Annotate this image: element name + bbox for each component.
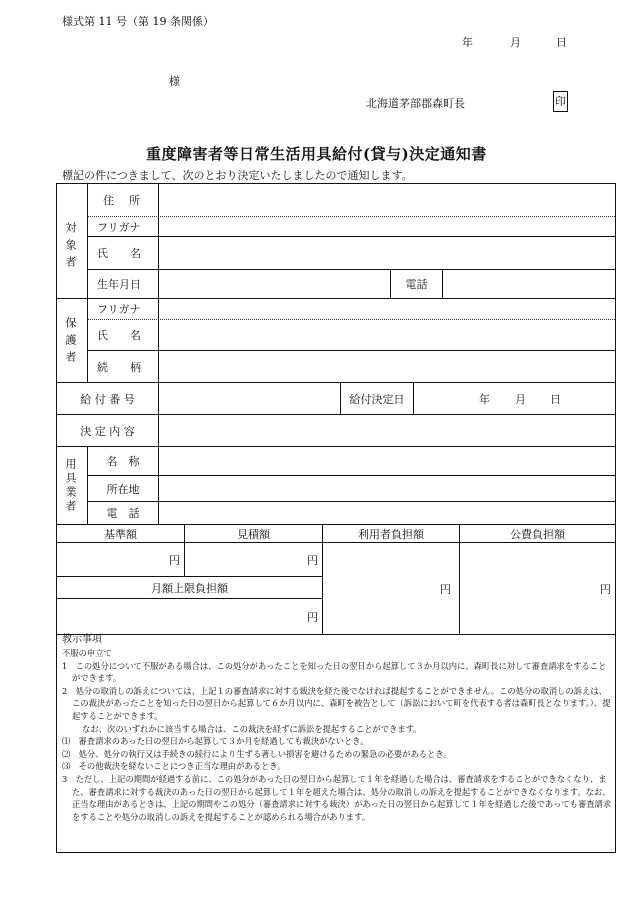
guardian-group-label: 保護者 [64, 316, 77, 368]
issuer-name: 北海道茅部郡森町長 [366, 97, 465, 110]
row-line [87, 350, 615, 351]
amount-estimate-header: 見積額 [237, 527, 270, 541]
amount-monthly-cap-yen: 円 [307, 610, 318, 624]
notes-heading: 教示事項 [62, 634, 102, 645]
col-line [158, 183, 159, 524]
amount-user-share-header: 利用者負担額 [358, 527, 424, 541]
notes-item-2-note: なお、次のいずれかに該当する場合は、この裁決を経ずに訴訟を提起することができます。 [82, 723, 422, 734]
notes-item-3: 3 ただし、上記の期間が経過する前に、この処分があった日の翌日から起算して１年を経過した場合は、審査請求をすることができなくなり、また、審査請求に対する裁決のあった日の翌日から起算して１年を超えた場合は、処分の取消しの訴えを提起することができなくなります。なお、正当な理由があるときは、上記の期間やこの処分（審査請求に対する裁決）があった日の翌日から起算して１年を経過した後であっても審査請求をすることや処分の取消しの訴えを提起することが認められる場合があります。 [62, 773, 612, 822]
grant-number-label: 給 付 番 号 [80, 392, 135, 406]
subject-name-label: 氏 名 [97, 247, 141, 260]
row-line [87, 236, 615, 237]
notes-border-right [615, 634, 616, 853]
col-line [413, 382, 414, 414]
amount-base-header: 基準額 [104, 527, 137, 541]
grant-decision-date-label: 給付決定日 [349, 392, 405, 406]
vendor-name-label: 名 称 [106, 455, 140, 468]
notes-item-2: 2 処分の取消しの訴えについては、上記１の審査請求に対する裁決を経た後でなければ提起することができません。この処分の取消しの訴えは、この裁決があったことを知った日の翌日から起算して６か月以内に、森町を被告として（訴訟において町を代表する者は森町長となります。）、提起することができます。 [62, 685, 611, 721]
date-year-label: 年 [462, 36, 473, 49]
date-day-label: 日 [556, 36, 567, 49]
grant-content-label: 決 定 内 容 [80, 424, 135, 438]
seal-mark: 印 [553, 91, 568, 112]
subject-birthdate-label: 生年月日 [97, 278, 141, 291]
notes-sub-1: ⑴ 審査請求のあった日の翌日から起算して３か月を経過しても裁決がないとき。 [62, 736, 369, 747]
table-border-right [615, 183, 616, 635]
amount-public-share-yen: 円 [600, 582, 611, 596]
guardian-furigana-label: フリガナ [97, 303, 141, 316]
vendor-phone-label: 電 話 [106, 507, 140, 520]
intro-text: 標記の件につきまして、次のとおり決定いたしましたので通知します。 [62, 169, 413, 182]
subject-furigana-label: フリガナ [97, 220, 141, 234]
grant-month-label: 月 [515, 393, 526, 406]
recipient-suffix: 様 [169, 75, 180, 88]
row-line-dotted [87, 319, 615, 320]
form-number: 様式第 11 号（第 19 条関係） [62, 15, 214, 28]
subject-group-label: 対象者 [64, 221, 77, 273]
row-line [87, 475, 615, 476]
page-title: 重度障害者等日常生活用具給付(貸与)決定通知書 [146, 145, 487, 163]
guardian-relation-label: 続 柄 [97, 360, 141, 374]
amount-base-yen: 円 [169, 553, 180, 567]
vendor-location-label: 所在地 [106, 482, 140, 496]
subject-phone-label: 電話 [405, 278, 428, 291]
notes-border-bottom [56, 852, 616, 853]
row-line [87, 269, 615, 270]
col-line [442, 269, 443, 298]
notes-sub-2: ⑵ 処分、処分の執行又は手続きの続行により生ずる著しい損害を避けるための緊急の必要があるとき。 [62, 748, 452, 759]
row-line-dotted [87, 216, 615, 217]
amount-public-share-header: 公費負担額 [510, 527, 565, 541]
vendor-group-label: 用具業者 [64, 458, 77, 514]
notes-sub-3: ⑶ その他裁決を経ないことにつき正当な理由があるとき。 [62, 761, 286, 772]
subject-address-label: 住 所 [103, 194, 142, 207]
amount-user-share-yen: 円 [440, 582, 451, 596]
amount-monthly-cap-header: 月額上限負担額 [151, 581, 228, 595]
guardian-name-label: 氏 名 [97, 329, 141, 342]
notes-subheading: 不服の申立て [62, 648, 112, 658]
grant-year-label: 年 [479, 393, 490, 406]
amount-estimate-yen: 円 [307, 553, 318, 567]
notes-border-left [56, 634, 57, 853]
notes-item-1: 1 この処分について不服がある場合は、この処分があったことを知った日の翌日から起算して３か月以内に、森町長に対して審査請求をすることができます。 [62, 660, 607, 684]
row-line [87, 501, 615, 502]
grant-day-label: 日 [550, 393, 561, 406]
date-month-label: 月 [510, 36, 521, 49]
notes-section [62, 633, 614, 823]
